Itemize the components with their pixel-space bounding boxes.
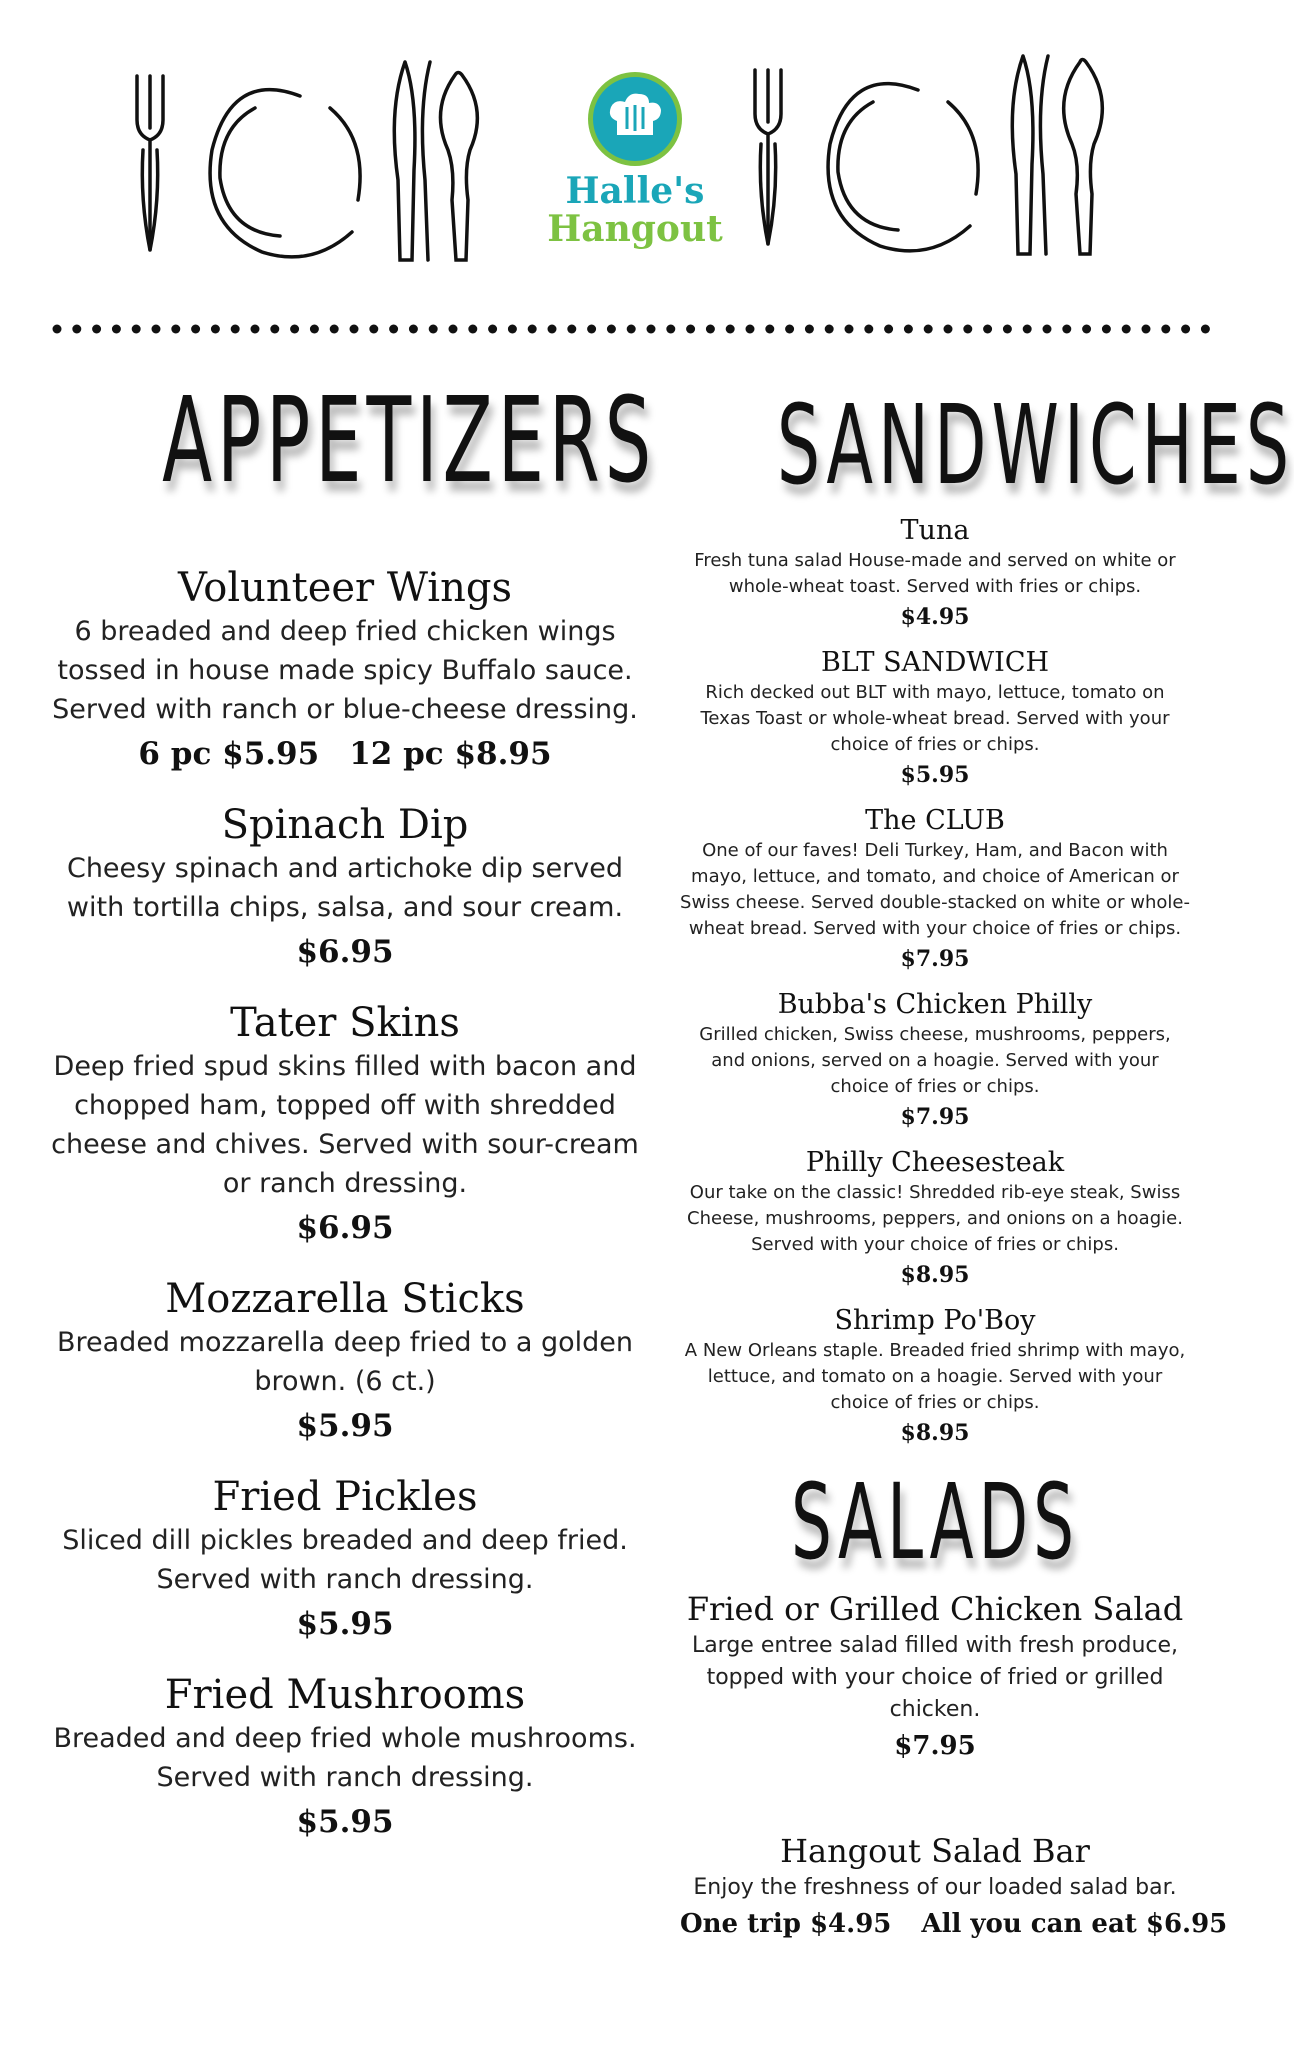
divider-dot <box>369 325 378 334</box>
menu-item <box>680 514 1190 634</box>
appetizers-section <box>50 360 657 1869</box>
item-price-all-you-can-eat: All you can eat $6.95 <box>921 1909 1228 1939</box>
spoon-icon <box>440 73 477 261</box>
divider-dot <box>706 325 715 334</box>
item-description: One of our faves! Deli Turkey, Ham, and Bacon with mayo, lettuce, and tomato, and choice of American or Swiss cheese. Served double-stacked on white or whole-wheat bread. Served with your choice of fries or chips. <box>680 840 1190 939</box>
divider-dot <box>924 325 933 334</box>
item-name: Shrimp Po'Boy <box>834 1305 1036 1336</box>
divider-dot <box>647 325 656 334</box>
item-price: $8.95 <box>900 1262 970 1288</box>
menu-item <box>50 1275 640 1449</box>
item-name: Hangout Salad Bar <box>780 1832 1090 1870</box>
item-description: Enjoy the freshness of our loaded salad bar. <box>693 1875 1177 1900</box>
item-price <box>50 731 640 777</box>
divider-dot <box>627 325 636 334</box>
item-description: Sliced dill pickles breaded and deep fried. Served with ranch dressing. <box>62 1525 628 1595</box>
item-description: Breaded and deep fried whole mushrooms. Served with ranch dressing. <box>53 1723 637 1793</box>
divider-dot <box>607 325 616 334</box>
divider-dot <box>53 325 62 334</box>
logo-text-line2: Hangout <box>547 208 723 250</box>
divider-dot <box>92 325 101 334</box>
item-price: $5.95 <box>296 1804 394 1840</box>
item-price-small: 6 pc $5.95 <box>138 736 320 772</box>
divider-dot <box>409 325 418 334</box>
divider-dot <box>389 325 398 334</box>
divider-dot <box>350 325 359 334</box>
spoon-icon <box>1064 60 1103 255</box>
divider-dot <box>468 325 477 334</box>
divider-dot <box>944 325 953 334</box>
appetizers-title: APPETIZERS <box>162 371 657 509</box>
item-description: Fresh tuna salad House-made and served on white or whole-wheat toast. Served with fries or chips. <box>694 550 1176 597</box>
menu-item <box>50 1473 640 1647</box>
divider-dot <box>1122 325 1131 334</box>
salads-title: SALADS <box>790 1461 1080 1583</box>
divider-dot <box>567 325 576 334</box>
item-price-large: 12 pc $8.95 <box>349 736 552 772</box>
menu-item <box>50 1671 640 1845</box>
item-price: $7.95 <box>900 1104 970 1130</box>
divider-dot <box>290 325 299 334</box>
menu-item <box>680 804 1190 976</box>
item-name: Volunteer Wings <box>178 565 512 611</box>
menu-item <box>680 1588 1190 1766</box>
item-name: BLT SANDWICH <box>820 647 1050 678</box>
dotted-divider <box>52 322 1212 336</box>
divider-dot <box>1062 325 1071 334</box>
divider-dot <box>508 325 517 334</box>
divider-dot <box>587 325 596 334</box>
sandwiches-section <box>680 360 1294 1958</box>
plate-icon <box>828 84 978 251</box>
plate-icon <box>210 90 360 257</box>
divider-dot <box>310 325 319 334</box>
divider-dot <box>1023 325 1032 334</box>
divider-dot <box>1082 325 1091 334</box>
item-price-one-trip: One trip $4.95 <box>680 1909 892 1939</box>
divider-dot <box>449 325 458 334</box>
chef-hat-icon <box>588 72 682 166</box>
divider-dot <box>171 325 180 334</box>
item-price <box>680 1904 1228 1944</box>
fork-icon <box>755 70 781 244</box>
item-price: $6.95 <box>296 1210 394 1246</box>
divider-dot <box>488 325 497 334</box>
divider-dot <box>864 325 873 334</box>
halles-hangout-logo <box>530 62 740 272</box>
fork-icon <box>137 76 163 250</box>
divider-dot <box>1003 325 1012 334</box>
divider-dot <box>1181 325 1190 334</box>
divider-dot <box>152 325 161 334</box>
item-description: Rich decked out BLT with mayo, lettuce, tomato on Texas Toast or whole-wheat bread. Served with your choice of fries or chips. <box>700 682 1170 755</box>
menu-item <box>680 988 1190 1134</box>
item-price: $5.95 <box>296 1606 394 1642</box>
divider-dot <box>726 325 735 334</box>
divider-dot <box>1142 325 1151 334</box>
menu-item <box>680 1146 1190 1292</box>
item-name: Tuna <box>900 515 970 546</box>
divider-dot <box>963 325 972 334</box>
menu-header <box>0 0 1242 320</box>
salads-section <box>680 1461 1228 1944</box>
divider-dot <box>528 325 537 334</box>
item-description: A New Orleans staple. Breaded fried shrimp with mayo, lettuce, and tomato on a hoagie. Served with your choice of fries or chips. <box>684 1340 1186 1413</box>
item-description: Grilled chicken, Swiss cheese, mushrooms, peppers, and onions, served on a hoagie. Served with your choice of fries or chips. <box>699 1024 1171 1097</box>
item-description: 6 breaded and deep fried chicken wings tossed in house made spicy Buffalo sauce. Served with ranch or blue-cheese dressing. <box>52 616 638 725</box>
item-name: Spinach Dip <box>221 802 469 848</box>
divider-dot <box>845 325 854 334</box>
divider-dot <box>904 325 913 334</box>
menu-item <box>50 564 640 777</box>
item-price: $8.95 <box>900 1420 970 1446</box>
divider-dot <box>211 325 220 334</box>
divider-dot <box>251 325 260 334</box>
item-price: $6.95 <box>296 934 394 970</box>
item-description: Cheesy spinach and artichoke dip served with tortilla chips, salsa, and sour cream. <box>66 853 624 923</box>
item-name: The CLUB <box>865 805 1005 836</box>
divider-dot <box>666 325 675 334</box>
item-description: Deep fried spud skins filled with bacon and chopped ham, topped off with shredded cheese and chives. Served with sour-cream or ranch dressing. <box>51 1051 639 1199</box>
divider-dot <box>1043 325 1052 334</box>
item-description: Large entree salad filled with fresh produce, topped with your choice of fried or grilled chicken. <box>691 1633 1179 1722</box>
divider-dot <box>686 325 695 334</box>
divider-dot <box>805 325 814 334</box>
divider-dot <box>330 325 339 334</box>
item-name: Fried Mushrooms <box>164 1672 526 1718</box>
divider-dot <box>1201 325 1210 334</box>
item-price: $4.95 <box>900 604 970 630</box>
logo-text-line1: Halle's <box>565 170 705 212</box>
item-description: Our take on the classic! Shredded rib-eye steak, Swiss Cheese, mushrooms, peppers, and onions on a hoagie. Served with your choice of fries or chips. <box>687 1182 1183 1255</box>
divider-dot <box>429 325 438 334</box>
divider-dot <box>72 325 81 334</box>
menu-item <box>680 646 1190 792</box>
divider-dot <box>983 325 992 334</box>
item-price: $7.95 <box>894 1731 976 1761</box>
menu-item <box>680 1830 1228 1944</box>
item-name: Tater Skins <box>230 1000 460 1046</box>
menu-item <box>50 999 640 1251</box>
divider-dot <box>1161 325 1170 334</box>
menu-item <box>50 801 640 975</box>
divider-dot <box>191 325 200 334</box>
sandwiches-title: SANDWICHES <box>776 381 1294 509</box>
menu-item <box>680 1304 1190 1450</box>
divider-dot <box>548 325 557 334</box>
item-price: $7.95 <box>900 946 970 972</box>
item-name: Fried or Grilled Chicken Salad <box>686 1590 1184 1628</box>
knife-icon <box>1012 56 1048 254</box>
knife-icon <box>394 62 430 260</box>
divider-dot <box>765 325 774 334</box>
divider-dot <box>884 325 893 334</box>
divider-dot <box>785 325 794 334</box>
item-name: Mozzarella Sticks <box>165 1276 525 1322</box>
item-name: Philly Cheesesteak <box>805 1147 1065 1178</box>
divider-dot <box>825 325 834 334</box>
divider-dot <box>231 325 240 334</box>
divider-dot <box>270 325 279 334</box>
item-price: $5.95 <box>296 1408 394 1444</box>
divider-dot <box>112 325 121 334</box>
divider-dot <box>746 325 755 334</box>
divider-dot <box>132 325 141 334</box>
item-description: Breaded mozzarella deep fried to a golden brown. (6 ct.) <box>57 1327 633 1397</box>
divider-dot <box>1102 325 1111 334</box>
item-name: Fried Pickles <box>212 1474 478 1520</box>
item-price: $5.95 <box>900 762 970 788</box>
item-name: Bubba's Chicken Philly <box>777 989 1093 1020</box>
